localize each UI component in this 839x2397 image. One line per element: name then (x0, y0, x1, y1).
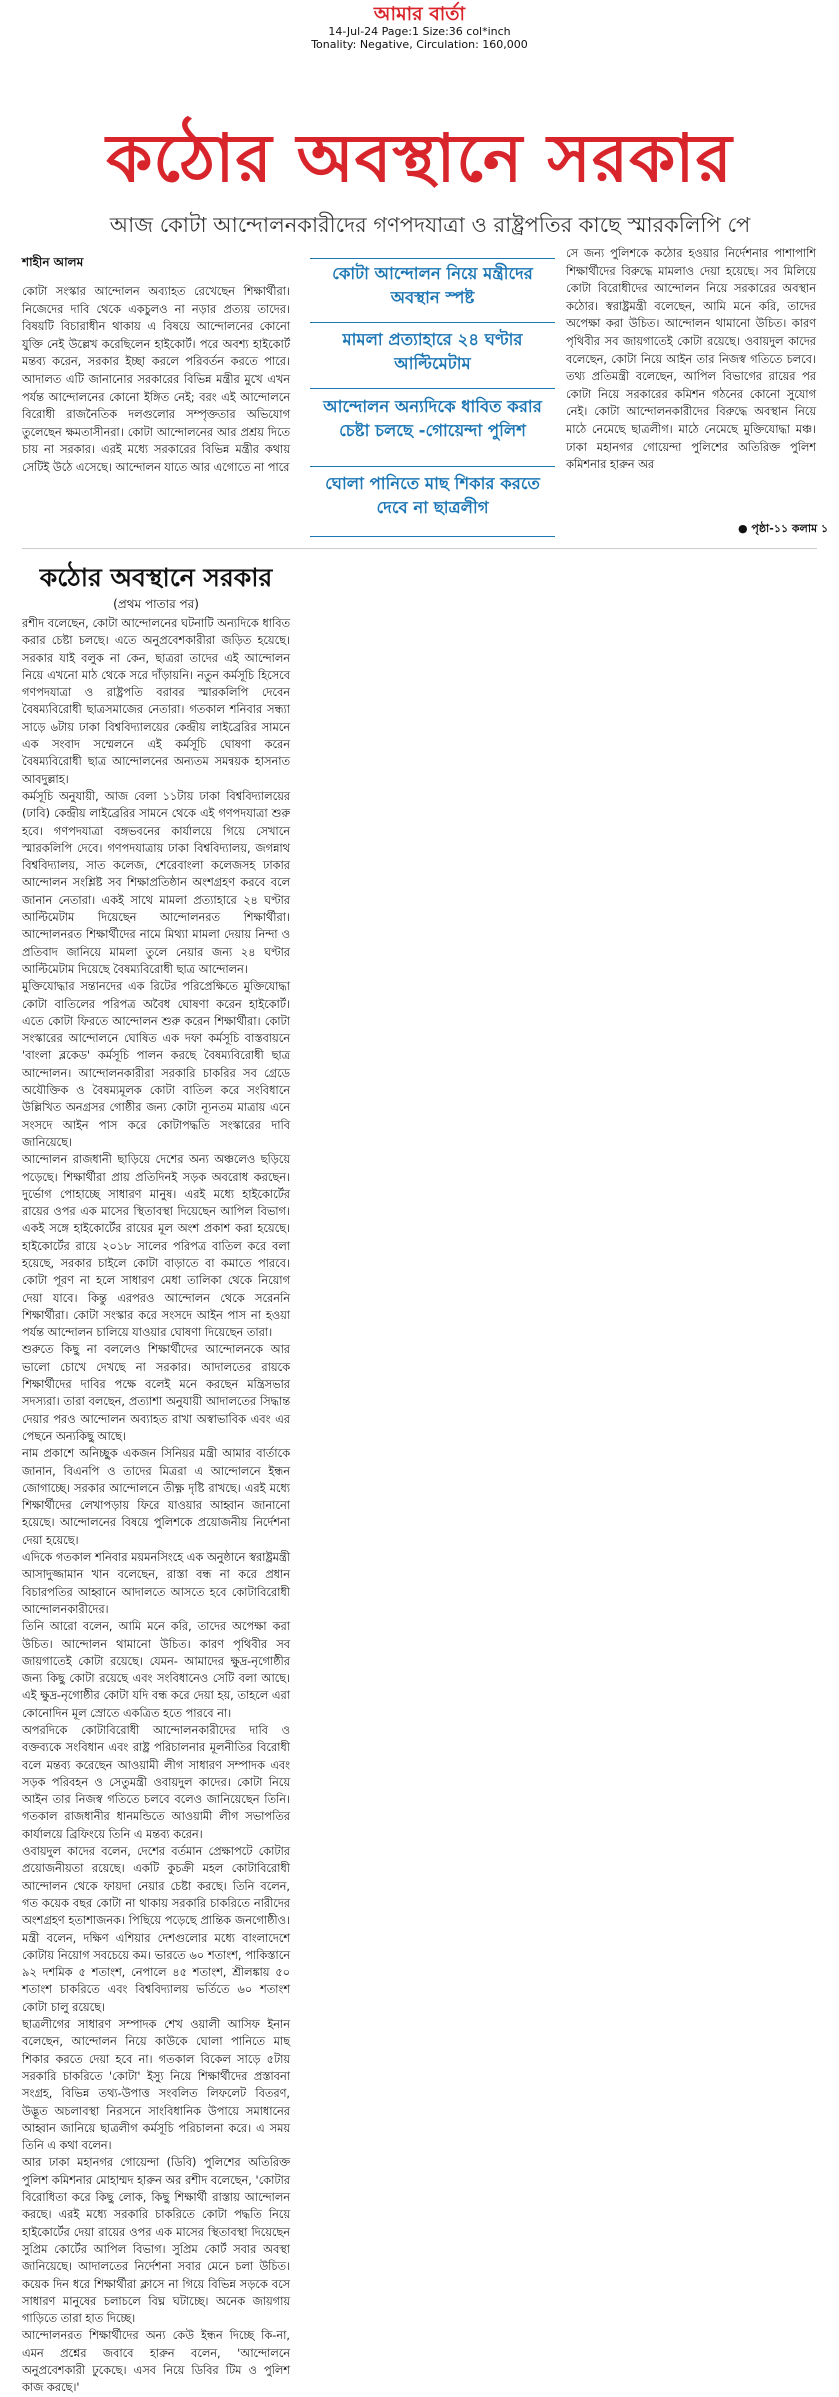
paragraph: আর ঢাকা মহানগর গোয়েন্দা (ডিবি) পুলিশের অতিরিক্ত পুলিশ কমিশনার মোহাম্মদ হারুন অর রশীদ বলেছেন, 'কোটার বিরোধিতা করে কিছু লোক, কিছু শিক্ষার্থী রাস্তায় আন্দোলন করছে। এরই মধ্যে সরকারি চাকরিতে কোটা পদ্ধতি নিয়ে হাইকোর্টের দেয়া রায়ের ওপর এক মাসের স্থিতাবস্থা দিয়েছেন সুপ্রিম কোর্টের আপিল বিভাগ। সুপ্রিম কোর্ট সবার অবস্থা জানিয়েছে। আদালতের নির্দেশনা সবার মেনে চলা উচিত। কয়েক দিন ধরে শিক্ষার্থীরা ক্লাসে না গিয়ে বিভিন্ন সড়কে বসে সাধারণ মানুষের চলাচলে বিঘ্ন ঘটাচ্ছে। অনেক জায়গায় গাড়িতে তারা হাত দিচ্ছে। (22, 2156, 290, 2326)
kicker-rule (310, 536, 555, 537)
kicker-rule (310, 388, 555, 389)
paragraph: তিনি আরো বলেন, আমি মনে করি, তাদের অপেক্ষা করা উচিত। আন্দোলন থামানো উচিত। কারণ পৃথিবীর সব জায়গাতেই কোটা রয়েছে। যেমন- আমাদের ক্ষুদ্র-নৃগোষ্ঠীর জন্য কিছু কোটা রয়েছে এবং সংবিধানেও সেটি বলা আছে। এই ক্ষুদ্র-নৃগোষ্ঠীর কোটা যদি বন্ধ করে দেয়া হয়, তাহলে এরা কোনোদিন মূল স্রোতে একত্রিত হতে পারবে না। (22, 1620, 290, 1720)
jump-reference: ● পৃষ্ঠা-১১ কলাম ১ (738, 522, 829, 535)
kicker-4: ঘোলা পানিতে মাছ শিকার করতে দেবে না ছাত্রলীগ (325, 474, 540, 517)
paragraph: আন্দোলনরত শিক্ষার্থীদের অন্য কেউ ইন্ধন দিচ্ছে কি-না, এমন প্রশ্নের জবাবে হারুন বলেন, 'আন্দোলনে অনুপ্রবেশকারী ঢুকেছে। এসব নিয়ে ডিবির টিম ও পুলিশ কাজ করছে।' (22, 2329, 290, 2395)
byline: শাহীন আলম (22, 255, 84, 269)
continuation-subtitle: (প্রথম পাতার পর) (113, 597, 199, 611)
newspaper-logo: আমার বার্তা (373, 3, 466, 25)
paragraph: ছাত্রলীগের সাধারণ সম্পাদক শেখ ওয়ালী আসিফ ইনান বলেছেন, আন্দোলন নিয়ে কাউকে ঘোলা পানিতে মাছ শিকার করতে দেয়া হবে না। গতকাল বিকেল সাড়ে ৫টায় সরকারি চাকরিতে 'কোটা' ইস্যু নিয়ে শিক্ষার্থীদের প্রস্তাবনা সংগ্রহ, বিভিন্ন তথ্য-উপাত্ত সংবলিত লিফলেট বিতরণ, উদ্ভূত অচলাবস্থা নিরসনে সাংবিধানিক উপায়ে সমাধানের আহ্বান জানিয়ে ছাত্রলীগ কর্মসূচি পরিচালনা করে। এ সময় তিনি এ কথা বলেন। (22, 2018, 290, 2153)
tonality-info: Tonality: Negative, Circulation: 160,000 (311, 38, 528, 51)
clipping-header (0, 0, 839, 62)
paragraph: মুক্তিযোদ্ধার সন্তানদের এক রিটের পরিপ্রেক্ষিতে মুক্তিযোদ্ধা কোটা বাতিলের পরিপত্র অবৈধ ঘোষণা করেন হাইকোর্ট। এতে কোটা ফিরতে আন্দোলন শুরু করেন শিক্ষার্থীরা। কোটা সংস্কারের আন্দোলনে ঘোষিত এক দফা কর্মসূচি বাস্তবায়নে 'বাংলা ব্লকেড' কর্মসূচি পালন করছে বৈষম্যবিরোধী ছাত্র আন্দোলন। আন্দোলনকারীরা সরকারি চাকরির সব গ্রেডে অযৌক্তিক ও বৈষম্যমূলক কোটা বাতিল করে সংবিধানে উল্লিখিত অনগ্রসর গোষ্ঠীর জন্য কোটা ন্যূনতম মাত্রায় এনে সংসদে আইন পাস করে কোটাপদ্ধতি সংস্কারের দাবি জানিয়েছে। (22, 980, 290, 1149)
lead-column: কোটা সংস্কার আন্দোলন অব্যাহত রেখেছেন শিক্ষার্থীরা। নিজেদের দাবি থেকে একচুলও না নড়ার প্রত্যয় তাদের। বিষয়টি বিচারাধীন থাকায় এ বিষয়ে আন্দোলনের কোনো যুক্তি নেই উল্লেখ করেছিলেন হাইকোর্ট। পরে অবশ্য হাইকোর্ট মন্তব্য করেন, সরকার ইচ্ছা করলে পরিবর্তন করতে পারে। আদালত এটি জানানোর সরকারের বিভিন্ন মন্ত্রীর মুখে এখন পর্যন্ত আন্দোলনের কোনো ইঙ্গিত নেই; বরং এই আন্দোলনে বিরোধী রাজনৈতিক দলগুলোর সম্পৃক্ততার অভিযোগ তুলেছেন ক্ষমতাসীনরা। কোটা আন্দোলনের আর প্রশ্রয় দিতে চায় না সরকার। এরই মধ্যে সরকারের বিভিন্ন মন্ত্রীর কথায় সেটিই উঠে এসেছে। আন্দোলন যাতে আর এগোতে না পারে (22, 285, 290, 474)
edition-info: 14-Jul-24 Page:1 Size:36 col*inch (328, 25, 511, 38)
kicker-2: মামলা প্রত্যাহারে ২৪ ঘণ্টার আল্টিমেটাম (342, 330, 523, 373)
paragraph: অপরদিকে কোটাবিরোধী আন্দোলনকারীদের দাবি ও বক্তব্যকে সংবিধান এবং রাষ্ট্র পরিচালনার মূলনীতির বিরোধী বলে মন্তব্য করেছেন আওয়ামী লীগ সাধারণ সম্পাদক এবং সড়ক পরিবহন ও সেতুমন্ত্রী ওবায়দুল কাদের। কোটা নিয়ে আইন তার নিজস্ব গতিতে চলবে বলেও জানিয়েছেন তিনি। গতকাল রাজধানীর ধানমন্ডিতে আওয়ামী লীগ সভাপতির কার্যালয়ে ব্রিফিংয়ে তিনি এ মন্তব্য করেন। (22, 1724, 290, 1841)
paragraph: রশীদ বলেছেন, কোটা আন্দোলনের ঘটনাটি অন্যদিকে ধাবিত করার চেষ্টা চলছে। এতে অনুপ্রবেশকারীরা জড়িত হয়েছে। সরকার যাই বলুক না কেন, ছাত্ররা তাদের এই আন্দোলন নিয়ে এখনো মাঠ থেকে সরে দাঁড়ায়নি। নতুন কর্মসূচি হিসেবে গণপদযাত্রা ও রাষ্ট্রপতি বরাবর স্মারকলিপি দেবেন বৈষম্যবিরোধী ছাত্রসমাজের নেতারা। গতকাল শনিবার সন্ধ্যা সাড়ে ৬টায় ঢাকা বিশ্ববিদ্যালয়ের কেন্দ্রীয় লাইব্রেরির সামনে এক সংবাদ সম্মেলনে এই কর্মসূচি ঘোষণা করেন বৈষম্যবিরোধী ছাত্র আন্দোলনের অন্যতম সমন্বয়ক হাসনাত আবদুল্লাহ। (22, 617, 290, 786)
paragraph: এদিকে গতকাল শনিবার ময়মনসিংহে এক অনুষ্ঠানে স্বরাষ্ট্রমন্ত্রী আসাদুজ্জামান খান বলেছেন, রাস্তা বন্ধ না করে প্রধান বিচারপতির আহ্বানে আদালতে আসতে হবে কোটাবিরোধী আন্দোলনকারীদের। (22, 1551, 290, 1616)
kicker-3: আন্দোলন অন্যদিকে ধাবিত করার চেষ্টা চলছে -গোয়েন্দা পুলিশ (323, 397, 542, 440)
main-headline: কঠোর অবস্থানে সরকার (106, 119, 733, 197)
continuation-title: কঠোর অবস্থানে সরকার (39, 563, 273, 592)
sub-headline: আজ কোটা আন্দোলনকারীদের গণপদযাত্রা ও রাষ্ট্রপতির কাছে স্মারকলিপি পে (109, 213, 751, 237)
paragraph: শুরুতে কিছু না বললেও শিক্ষার্থীদের আন্দোলনকে আর ভালো চোখে দেখছে না সরকার। আদালতের রায়কে শিক্ষার্থীদের দাবির পক্ষে বলেই মনে করছেন মন্ত্রিসভার সদস্যরা। তারা বলছেন, প্রত্যাশা অনুযায়ী আদালতের সিদ্ধান্ত দেয়ার পরও আন্দোলন অব্যাহত রাখা অস্বাভাবিক এবং এর পেছনে অন্যকিছু আছে। (22, 1343, 290, 1443)
paragraph: কর্মসূচি অনুযায়ী, আজ বেলা ১১টায় ঢাকা বিশ্ববিদ্যালয়ের (ঢাবি) কেন্দ্রীয় লাইব্রেরির সামনে থেকে এই গণপদযাত্রা শুরু হবে। গণপদযাত্রা বঙ্গভবনের কার্যালয়ে গিয়ে সেখানে স্মারকলিপি দেবে। গণপদযাত্রায় ঢাকা বিশ্ববিদ্যালয়, জগন্নাথ বিশ্ববিদ্যালয়, সাত কলেজ, শেরেবাংলা কলেজসহ ঢাকার আন্দোলন সংশ্লিষ্ট সব শিক্ষাপ্রতিষ্ঠান অংশগ্রহণ করবে বলে জানান নেতারা। একই সাথে মামলা প্রত্যাহারে ২৪ ঘণ্টার আল্টিমেটাম দিয়েছেন আন্দোলনরত শিক্ষার্থীরা। আন্দোলনরত শিক্ষার্থীদের নামে মিথ্যা মামলা দেয়ায় নিন্দা ও প্রতিবাদ জানিয়ে মামলা তুলে নেয়ার জন্য ২৪ ঘণ্টার আল্টিমেটাম দিয়েছে বৈষম্যবিরোধী ছাত্র আন্দোলন। (22, 789, 290, 976)
paragraph: আন্দোলন রাজধানী ছাড়িয়ে দেশের অন্য অঞ্চলেও ছড়িয়ে পড়েছে। শিক্ষার্থীরা প্রায় প্রতিদিনই সড়ক অবরোধ করছেন। দুর্ভোগ পোহাচ্ছে সাধারণ মানুষ। এরই মধ্যে হাইকোর্টের রায়ের ওপর এক মাসের স্থিতাবস্থা দিয়েছেন আপিল বিভাগ। একই সঙ্গে হাইকোর্টের রায়ের মূল অংশ প্রকাশ করা হয়েছে। হাইকোর্টের রায়ে ২০১৮ সালের পরিপত্র বাতিল করে বলা হয়েছে, সরকার চাইলে কোটা বাড়াতে বা কমাতে পারবে। কোটা পূরণ না হলে সাধারণ মেধা তালিকা থেকে নিয়োগ দেয়া যাবে। কিন্তু এরপরও আন্দোলন থেকে সরেননি শিক্ষার্থীরা। কোটা সংস্কার করে সংসদে আইন পাস না হওয়া পর্যন্ত আন্দোলন চালিয়ে যাওয়ার ঘোষণা দিয়েছেন তারা। (22, 1153, 290, 1340)
kicker-rule (310, 466, 555, 467)
paragraph: নাম প্রকাশে অনিচ্ছুক একজন সিনিয়র মন্ত্রী আমার বার্তাকে জানান, বিএনপি ও তাদের মিত্ররা এ আন্দোলনে ইন্ধন জোগাচ্ছে। সরকার আন্দোলনে তীক্ষ্ণ দৃষ্টি রাখছে। এরই মধ্যে শিক্ষার্থীদের লেখাপড়ায় ফিরে যাওয়ার আহ্বান জানানো হয়েছে। আন্দোলনের বিষয়ে পুলিশকে প্রয়োজনীয় নির্দেশনা দেয়া হয়েছে। (22, 1447, 290, 1547)
continuation-body (22, 615, 290, 2397)
right-column: সে জন্য পুলিশকে কঠোর হওয়ার নির্দেশনার পাশাপাশি শিক্ষার্থীদের বিরুদ্ধে মামলাও দেয়া হয়েছে। সব মিলিয়ে কোটা বিরোধীদের আন্দোলন নিয়ে সরকারের অবস্থান কঠোর। স্বরাষ্ট্রমন্ত্রী বলেছেন, আমি মনে করি, তাদের অপেক্ষা করা উচিত। আন্দোলন থামানো উচিত। কারণ পৃথিবীর সব জায়গাতেই কোটা রয়েছে। ওবায়দুল কাদের বলেছেন, কোটা নিয়ে আইন তার নিজস্ব গতিতে চলবে। তথ্য প্রতিমন্ত্রী বলেছেন, আপিল বিভাগের রায়ের পর কোটা নিয়ে সরকারের কমিশন গঠনের কোনো সুযোগ নেই। কোটা আন্দোলনকারীদের বিরুদ্ধে অবস্থান নিয়ে মাঠে নেমেছে ছাত্রলীগ। মাঠে নেমেছে মুক্তিযোদ্ধা মঞ্চ। ঢাকা মহানগর গোয়েন্দা পুলিশের অতিরিক্ত পুলিশ কমিশনার হারুন অর (566, 247, 816, 472)
section-divider (22, 548, 817, 549)
kicker-rule (310, 322, 555, 323)
kicker-rule (310, 258, 555, 259)
kicker-1: কোটা আন্দোলন নিয়ে মন্ত্রীদের অবস্থান স্পষ্ট (332, 264, 533, 307)
paragraph: ওবায়দুল কাদের বলেন, দেশের বর্তমান প্রেক্ষাপটে কোটার প্রয়োজনীয়তা রয়েছে। একটি কুচক্রী মহল কোটাবিরোধী আন্দোলন থেকে ফায়দা নেয়ার চেষ্টা করছে। তিনি বলেন, গত কয়েক বছর কোটা না থাকায় সরকারি চাকরিতে নারীদের অংশগ্রহণ হতাশাজনক। পিছিয়ে পড়েছে প্রান্তিক জনগোষ্ঠীও। মন্ত্রী বলেন, দক্ষিণ এশিয়ার দেশগুলোর মধ্যে বাংলাদেশে কোটায় নিয়োগ সবচেয়ে কম। ভারতে ৬০ শতাংশ, পাকিস্তানে ৯২ দশমিক ৫ শতাংশ, নেপালে ৪৫ শতাংশ, শ্রীলঙ্কায় ৫০ শতাংশ চাকরিতে এবং বিশ্ববিদ্যালয় ভর্তিতে ৬০ শতাংশ কোটা চালু রয়েছে। (22, 1845, 290, 2014)
